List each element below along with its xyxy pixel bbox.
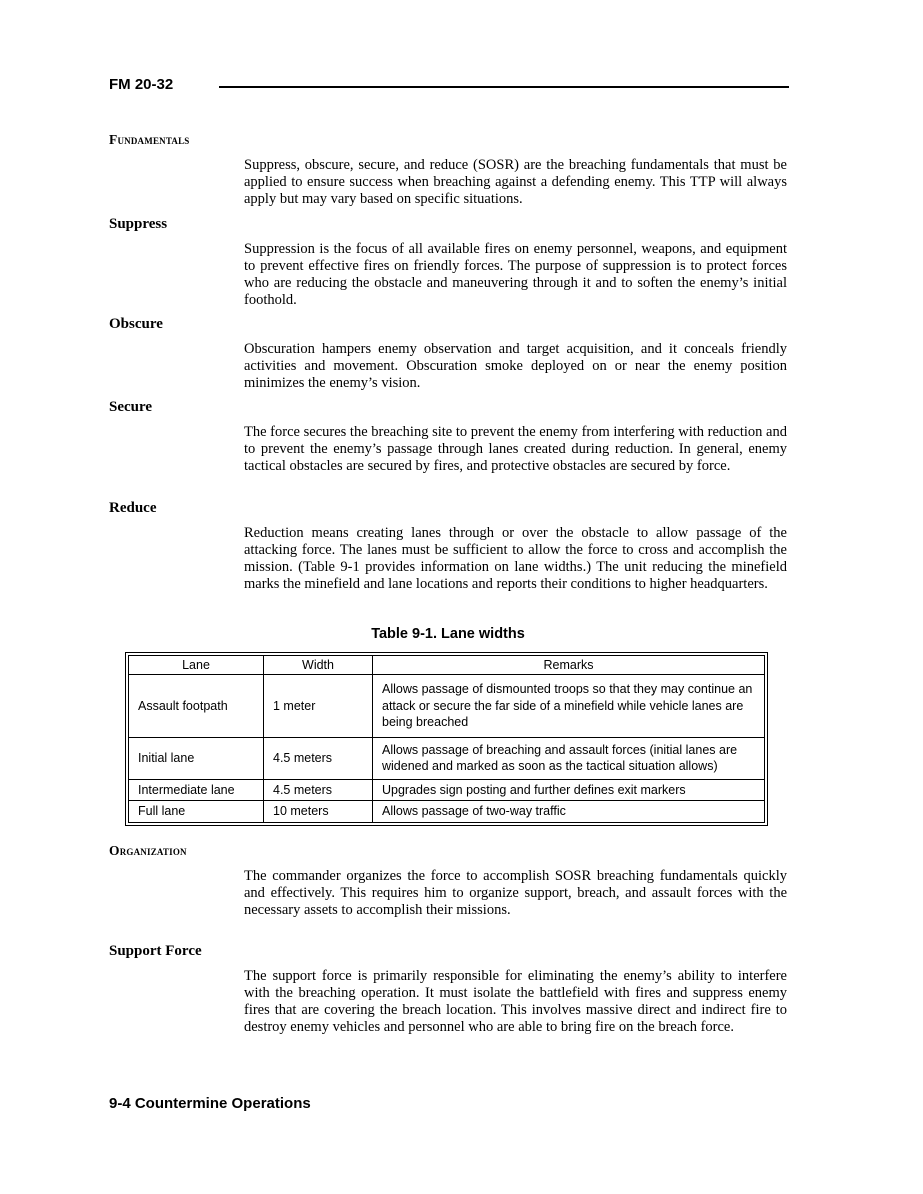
cell-remarks: Upgrades sign posting and further defines exit markers bbox=[373, 779, 765, 801]
paragraph-fundamentals: Suppress, obscure, secure, and reduce (SOSR) are the breaching fundamentals that must be applied to ensure success when breaching against a defending enemy. This TTP will always apply but may vary based on specific situations. bbox=[244, 157, 787, 207]
heading-fundamentals: Fundamentals bbox=[109, 132, 190, 147]
cell-remarks: Allows passage of dismounted troops so that they may continue an attack or secure the far side of a minefield while vehicle lanes are being breached bbox=[373, 675, 765, 738]
page-footer: 9-4 Countermine Operations bbox=[109, 1095, 311, 1112]
header-remarks: Remarks bbox=[373, 656, 765, 675]
heading-suppress: Suppress bbox=[109, 216, 168, 232]
heading-obscure: Obscure bbox=[109, 316, 163, 332]
heading-support-force: Support Force bbox=[109, 943, 202, 959]
cell-lane: Full lane bbox=[129, 801, 264, 823]
lane-widths-table bbox=[125, 652, 768, 826]
cell-lane: Intermediate lane bbox=[129, 779, 264, 801]
heading-reduce: Reduce bbox=[109, 500, 157, 516]
cell-width: 4.5 meters bbox=[264, 779, 373, 801]
table-row bbox=[129, 675, 765, 738]
cell-remarks: Allows passage of two-way traffic bbox=[373, 801, 765, 823]
heading-secure: Secure bbox=[109, 399, 153, 415]
cell-lane: Initial lane bbox=[129, 737, 264, 779]
paragraph-reduce: Reduction means creating lanes through or over the obstacle to allow passage of the attacking force. The lanes must be sufficient to allow the force to cross and accomplish the mission. (Table 9-1 provides information on lane widths.) The unit reducing the minefield marks the minefield and lane locations and reports their conditions to higher headquarters. bbox=[244, 525, 787, 592]
table-row bbox=[129, 801, 765, 823]
header-rule bbox=[219, 86, 789, 88]
heading-organization: Organization bbox=[109, 843, 187, 858]
cell-width: 1 meter bbox=[264, 675, 373, 738]
paragraph-secure: The force secures the breaching site to prevent the enemy from interfering with reduction and to prevent the enemy’s passage through lanes created during reduction. In general, enemy tactical obstacles are secured by fires, and protective obstacles are secured by force. bbox=[244, 424, 787, 474]
cell-width: 10 meters bbox=[264, 801, 373, 823]
paragraph-support-force: The support force is primarily responsible for eliminating the enemy’s ability to interfere with the breaching operation. It must isolate the battlefield with fires and suppress enemy fires that are covering the breach location. This involves massive direct and indirect fire to destroy enemy vehicles and personnel who are able to bring fire on the breach force. bbox=[244, 968, 787, 1035]
cell-remarks: Allows passage of breaching and assault forces (initial lanes are widened and marked as soon as the tactical situation allows) bbox=[373, 737, 765, 779]
header-width: Width bbox=[264, 656, 373, 675]
manual-number: FM 20-32 bbox=[109, 76, 174, 93]
table-row bbox=[129, 737, 765, 779]
table-header-row bbox=[129, 656, 765, 675]
header-lane: Lane bbox=[129, 656, 264, 675]
cell-width: 4.5 meters bbox=[264, 737, 373, 779]
paragraph-organization: The commander organizes the force to accomplish SOSR breaching fundamentals quickly and effectively. This requires him to organize support, breach, and assault forces with the necessary assets to accomplish their missions. bbox=[244, 868, 787, 918]
table-row bbox=[129, 779, 765, 801]
lane-widths-grid bbox=[128, 655, 765, 823]
page-header bbox=[109, 76, 789, 96]
cell-lane: Assault footpath bbox=[129, 675, 264, 738]
paragraph-suppress: Suppression is the focus of all available fires on enemy personnel, weapons, and equipment to prevent effective fires on friendly forces. The purpose of suppression is to protect forces who are reducing the obstacle and maneuvering through it and to soften the enemy’s initial foothold. bbox=[244, 241, 787, 308]
table-title: Table 9-1. Lane widths bbox=[371, 626, 525, 642]
paragraph-obscure: Obscuration hampers enemy observation and target acquisition, and it conceals friendly activities and movement. Obscuration smoke deployed on or near the enemy position minimizes the enemy’s vision. bbox=[244, 341, 787, 391]
